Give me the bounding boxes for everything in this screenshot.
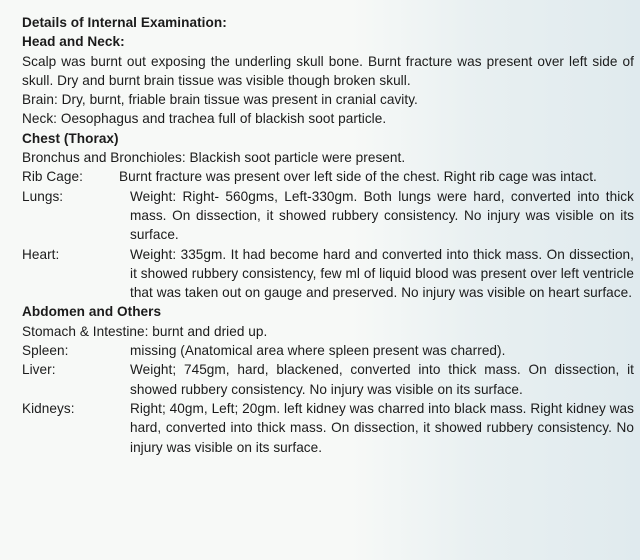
text-liver: Weight; 745gm, hard, blackened, converted into thick mass. On dissection, it showed rubbery consistency. No injury was visible on its surface.: [130, 362, 634, 397]
label-rib-cage: Rib Cage:: [22, 169, 83, 185]
section-title-chest: Chest (Thorax): [22, 130, 119, 146]
entry-liver: [22, 360, 634, 399]
text-lungs: Weight: Right- 560gms, Left-330gm. Both lungs were hard, converted into thick mass. On dissection, it showed rubbery consistency. No injury was visible on its surface.: [130, 188, 634, 243]
entry-heart: [22, 245, 634, 303]
section-title-abdomen: Abdomen and Others: [22, 304, 162, 320]
paragraph-scalp: Scalp was burnt out exposing the underling skull bone. Burnt fracture was present over left side of skull. Dry and burnt brain tissue was visible though broken skull.: [22, 53, 634, 88]
section-title-head-neck: Head and Neck:: [22, 34, 125, 50]
paragraph-neck: Neck: Oesophagus and trachea full of blackish soot particle.: [22, 111, 387, 127]
entry-lungs: [22, 187, 634, 245]
entry-kidneys: [22, 399, 634, 457]
document-heading: Details of Internal Examination:: [22, 15, 227, 30]
label-liver: Liver:: [22, 362, 56, 378]
text-rib-cage: Burnt fracture was present over left side of the chest. Right rib cage was intact.: [119, 169, 597, 185]
label-spleen: Spleen:: [22, 343, 69, 359]
text-heart: Weight: 335gm. It had become hard and converted into thick mass. On dissection, it showed rubbery consistency, few ml of liquid blood was present over left ventricle that was taken out on gauge and preserved. No injury was visible on heart surface.: [130, 246, 634, 301]
label-kidneys: Kidneys:: [22, 400, 75, 416]
paragraph-brain: Brain: Dry, burnt, friable brain tissue was present in cranial cavity.: [22, 92, 418, 108]
entry-spleen: [22, 341, 634, 360]
paragraph-stomach: Stomach & Intestine: burnt and dried up.: [22, 323, 268, 339]
label-lungs: Lungs:: [22, 188, 64, 204]
text-spleen: missing (Anatomical area where spleen present was charred).: [130, 343, 506, 359]
document-body: [22, 13, 634, 457]
entry-rib-cage: [22, 167, 634, 186]
label-heart: Heart:: [22, 246, 60, 262]
paragraph-bronchus: Bronchus and Bronchioles: Blackish soot particle were present.: [22, 150, 406, 166]
text-kidneys: Right; 40gm, Left; 20gm. left kidney was charred into black mass. Right kidney was hard, converted into thick mass. On dissection, it showed rubbery consistency. No injury was visible on its surface.: [130, 400, 634, 455]
